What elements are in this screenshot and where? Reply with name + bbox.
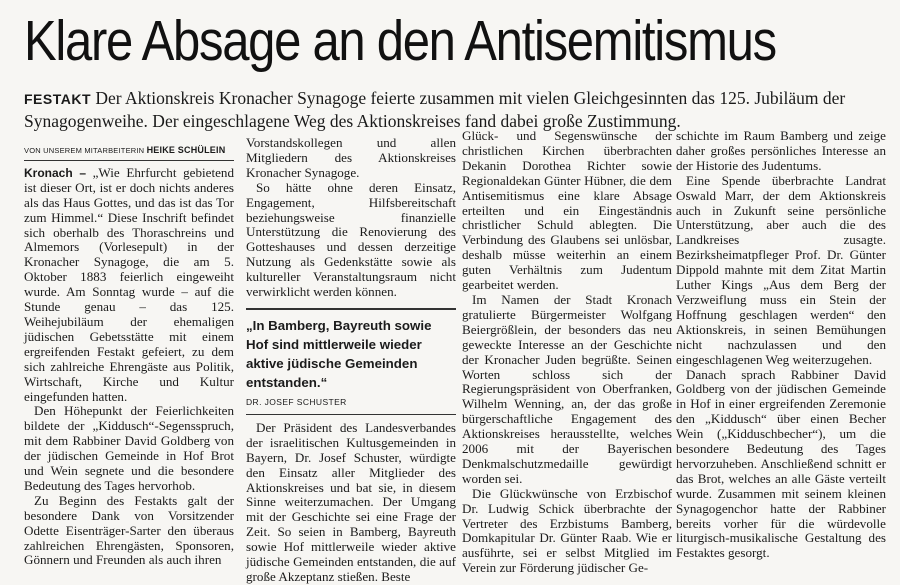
paragraph-text: „Wie Ehrfurcht gebietend ist dieser Ort, ist er doch nichts anderes als das Haus Gottes, und das ist das Tor zum Himmel.“ Diese Inschrift befindet sich oberhalb des Thoraschreins und Almemors (Vorlesepult) in der Kronacher Synagoge, die am 5. Oktober 1883 feierlich eingeweiht wurde. Am Sonntag wurde – auf die Stunde genau – das 125. Weihejubiläum der ehemaligen jüdischen Gebetsstätte mit einem ergreifenden Festakt gefeiert, zu dem sich zahlreiche Ehrengäste aus Politik, Wirtschaft, Kirche und Kultur eingefunden hatten. (24, 164, 234, 404)
pull-quote (246, 308, 456, 415)
article-paragraph: Glück- und Segenswünsche der christlichen Kirchen überbrachten Dekanin Dorothea Richter sowie Regionaldekan Günter Hübner, die dem Antisemitismus eine klare Absage erteilten und ein Eingeständnis christlicher Schuld ablegten. Die Verbindung des Glaubens sei unlösbar, deshalb müsse weiterhin an einem guten Verhältnis zum Judentum gearbeitet werden. (462, 128, 672, 293)
pull-quote-text: „In Bamberg, Bayreuth sowie Hof sind mittlerweile wieder aktive jüdische Gemeinden entstanden.“ (246, 317, 432, 390)
article-column-3 (462, 129, 672, 576)
lead-text: Der Aktionskreis Kronacher Synagoge feierte zusammen mit vielen Gleichgesinnten das 125. Jubiläum der Synagogenweihe. Der eingeschlagene Weg des Aktionskreises fand dabei große Zustimmung. (24, 88, 846, 131)
lead-paragraph (24, 87, 884, 132)
article-paragraph: Vorstandskollegen und allen Mitgliedern des Aktionskreises Kronacher Synagoge. (246, 135, 456, 180)
byline-author: HEIKE SCHÜLEIN (146, 145, 226, 155)
article-paragraph: schichte im Raum Bamberg und zeige daher großes persönliches Interesse an der Historie des Judentums. (676, 128, 886, 173)
article-column-2 (246, 136, 456, 585)
article-paragraph (24, 166, 234, 405)
article-column-4 (676, 129, 886, 561)
lead-kicker: FESTAKT (24, 91, 92, 107)
dateline: Kronach – (24, 165, 87, 180)
article-paragraph: Zu Beginn des Festakts galt der besondere Dank von Vorsitzender Odette Eisenträger-Sarter den überaus zahlreichen Ehrengästen, Sponsoren, Gönnern und Freunden als auch ihren (24, 492, 234, 568)
article-column-1 (24, 143, 234, 568)
article-paragraph: Danach sprach Rabbiner David Goldberg von der jüdischen Gemeinde in Hof in einer ergreifenden Zeremonie den „Kiddusch“ über einen Becher Wein („Kidduschbecher“), um die besondere Bedeutung des Tages hervorzuheben. Anschließend schnitt er das Brot, welches an alle Gäste verteilt wurde. Zusammen mit seinem kleinen Synagogenchor hatte der Rabbiner bereits vorher für die würdevolle liturgisch-musikalische Gestaltung des Festaktes gesorgt. (676, 366, 886, 561)
article-paragraph: Eine Spende überbrachte Landrat Oswald Marr, der dem Aktionskreis auch in Zukunft seine persönliche Unterstützung, aber auch die des Landkreises zusagte. Bezirksheimatpfleger Prof. Dr. Günter Dippold mahnte mit dem Zitat Martin Luther Kings „Aus dem Berg der Verzweiflung muss ein Stein der Hoffnung geschlagen werden“ den Aktionskreis, in seinen Bemühungen nicht nachzulassen und den eingeschlagenen Weg weiterzugehen. (676, 172, 886, 367)
article-paragraph: Die Glückwünsche von Erzbischof Dr. Ludwig Schick überbrachte der Vertreter des Erzbistums Bamberg, Domkapitular Dr. Günter Raab. Wie er ausführte, sei er selbst Mitglied im Verein zur Förderung jüdischer Ge- (462, 485, 672, 576)
headline: Klare Absage an den Antisemitismus (24, 9, 776, 73)
article-paragraph: Im Namen der Stadt Kronach gratulierte Bürgermeister Wolfgang Beiergrößlein, der besonders das neu geweckte Interesse an der Geschichte der Kronacher Juden begrüßte. Seinen Worten schloss sich der Regierungspräsident von Oberfranken, Wilhelm Wenning, an, der das große bürgerschaftliche Engagement des Aktionskreises herausstellte, welches 2006 mit der Bayerischen Denkmalschutzmedaille gewürdigt worden sei. (462, 291, 672, 486)
byline-prefix: VON UNSEREM MITARBEITERIN (24, 146, 145, 155)
byline (24, 143, 234, 161)
article-paragraph: Der Präsident des Landesverbandes der israelitischen Kultusgemeinden in Bayern, Dr. Josef Schuster, würdigte den Einsatz aller Mitglieder des Aktionskreises und bat sie, in diesem Sinne weiterzumachen. Der Umgang mit der Geschichte sei eine Frage der Zeit. So seien in Bamberg, Bayreuth sowie Hof mittlerweile wieder aktive jüdische Gemeinden entstanden, die auf große Akzeptanz stießen. Beste (246, 419, 456, 584)
article-paragraph: Den Höhepunkt der Feierlichkeiten bildete der „Kiddusch“-Segensspruch, mit dem Rabbiner David Goldberg von der jüdischen Gemeinde in Hof Brot und Wein segnete und die besondere Bedeutung des Tages hervorhob. (24, 403, 234, 493)
article-paragraph: So hätte ohne deren Einsatz, Engagement, Hilfsbereitschaft beziehungsweise finanzielle Unterstützung die Renovierung des Gotteshauses und dessen derzeitige Nutzung als Gedenkstätte sowie als kultureller Veranstaltungsraum nicht verwirklicht werden können. (246, 179, 456, 300)
pull-quote-author: DR. JOSEF SCHUSTER (246, 396, 347, 407)
